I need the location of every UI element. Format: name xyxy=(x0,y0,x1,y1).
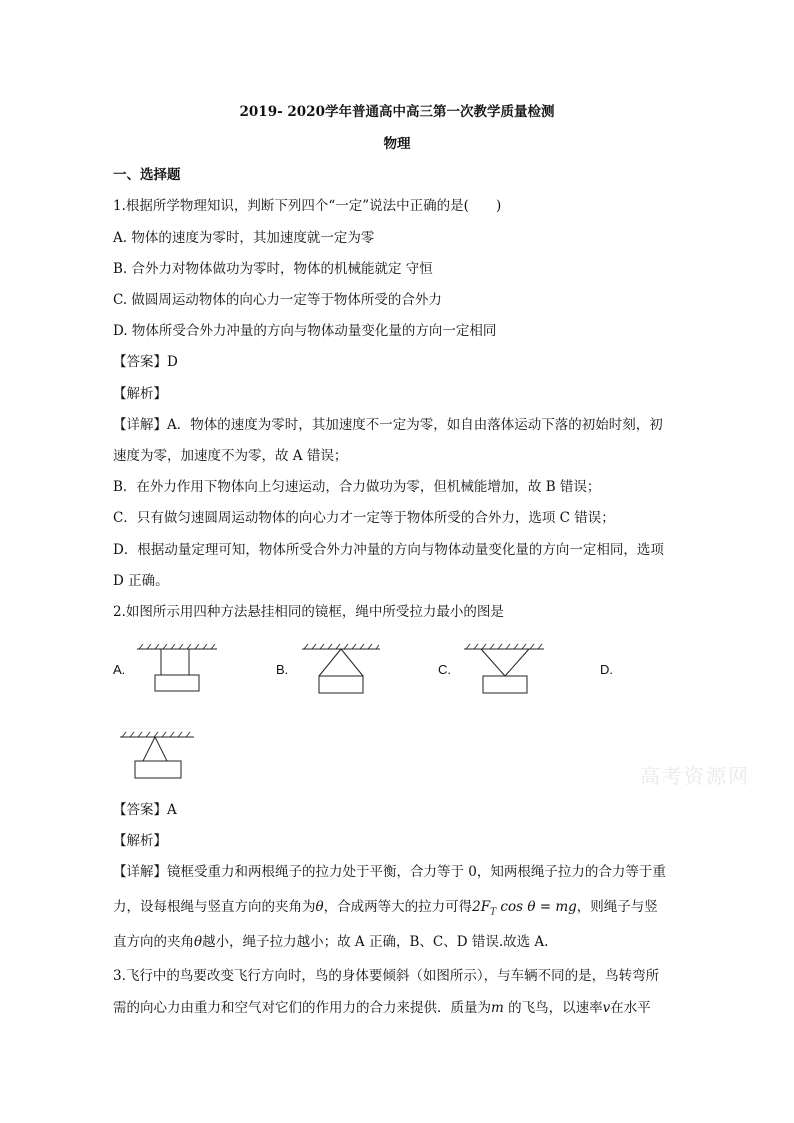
q2-detail-line-3 xyxy=(113,932,548,952)
q1-detail-line: D 正确。 xyxy=(113,573,169,589)
q1-option-d: D. 物体所受合外力冲量的方向与物体动量变化量的方向一定相同 xyxy=(113,323,497,339)
q1-option-c: C. 做圆周运动物体的向心力一定等于物体所受的合外力 xyxy=(113,292,442,308)
hanging-frame-figure-d xyxy=(118,730,208,782)
q1-detail-line: B．在外力作用下物体向上匀速运动，合力做功为零，但机械能增加，故 B 错误； xyxy=(113,479,601,495)
q2-text: 越小，绳子拉力越小；故 A 正确，B、C、D 错误.故选 A. xyxy=(202,934,549,950)
theta-symbol: θ xyxy=(315,899,324,915)
hanging-frame-figure-b xyxy=(300,642,390,696)
q2-label-c: C. xyxy=(438,662,451,677)
formula: $2F_T$ cos θ = mg xyxy=(472,899,577,918)
q1-option-b: B. 合外力对物体做功为零时，物体的机械能就定 守恒 xyxy=(113,261,433,277)
q2-label-a: A. xyxy=(113,662,126,677)
theta-symbol: θ xyxy=(194,934,203,950)
q2-stem: 2.如图所示用四种方法悬挂相同的镜框，绳中所受拉力最小的图是 xyxy=(113,604,504,620)
q1-answer: 【答案】D xyxy=(113,354,178,370)
q2-detail-line-2 xyxy=(113,897,658,923)
q3-line-1: 3.飞行中的鸟要改变飞行方向时，鸟的身体要倾斜（如图所示），与车辆不同的是，鸟转弯所 xyxy=(113,968,660,984)
q2-text: ，合成两等大的拉力可得 xyxy=(323,899,473,915)
exam-title: 2019- 2020学年普通高中高三第一次教学质量检测 xyxy=(239,104,555,120)
q1-detail-line: 速度为零，加速度不为零，故 A 错误； xyxy=(113,448,348,464)
q1-detail-line: D．根据动量定理可知，物体所受合外力冲量的方向与物体动量变化量的方向一定相同，选项 xyxy=(113,542,664,558)
q2-detail-line-1: 【详解】镜框受重力和两根绳子的拉力处于平衡，合力等于 0，知两根绳子拉力的合力等于重 xyxy=(113,864,666,880)
q3-text: 需的向心力由重力和空气对它们的作用力的合力来提供．质量为 xyxy=(113,1000,491,1016)
hanging-frame-figure-a xyxy=(135,642,225,694)
q2-analysis-label: 【解析】 xyxy=(113,833,167,849)
q3-text: 在水平 xyxy=(610,1000,651,1016)
mass-symbol: m xyxy=(491,1000,504,1016)
q1-detail-line: C．只有做匀速圆周运动物体的向心力才一定等于物体所受的合外力，选项 C 错误； xyxy=(113,510,615,526)
watermark: 高考资源网 xyxy=(640,764,750,788)
q3-line-2 xyxy=(113,998,651,1018)
section-heading: 一、选择题 xyxy=(113,167,181,183)
q2-text: 力，设每根绳与竖直方向的夹角为 xyxy=(113,899,316,915)
speed-symbol: v xyxy=(602,1000,611,1016)
q3-text: 的飞鸟，以速率 xyxy=(503,1000,603,1016)
subject-title: 物理 xyxy=(383,136,411,152)
q2-label-d: D. xyxy=(600,662,613,677)
q2-label-b: B. xyxy=(276,662,289,677)
q2-answer: 【答案】A xyxy=(113,802,177,818)
q1-analysis-label: 【解析】 xyxy=(113,386,167,402)
q2-text: ，则绳子与竖 xyxy=(576,899,658,915)
q1-stem: 1.根据所学物理知识，判断下列四个“一定”说法中正确的是( ) xyxy=(113,198,502,214)
hanging-frame-figure-c xyxy=(462,642,552,696)
q1-detail-line: 【详解】A．物体的速度为零时，其加速度不一定为零，如自由落体运动下落的初始时刻，初 xyxy=(113,417,663,433)
q2-text: 直方向的夹角 xyxy=(113,934,194,950)
q1-option-a: A. 物体的速度为零时，其加速度就一定为零 xyxy=(113,230,375,246)
